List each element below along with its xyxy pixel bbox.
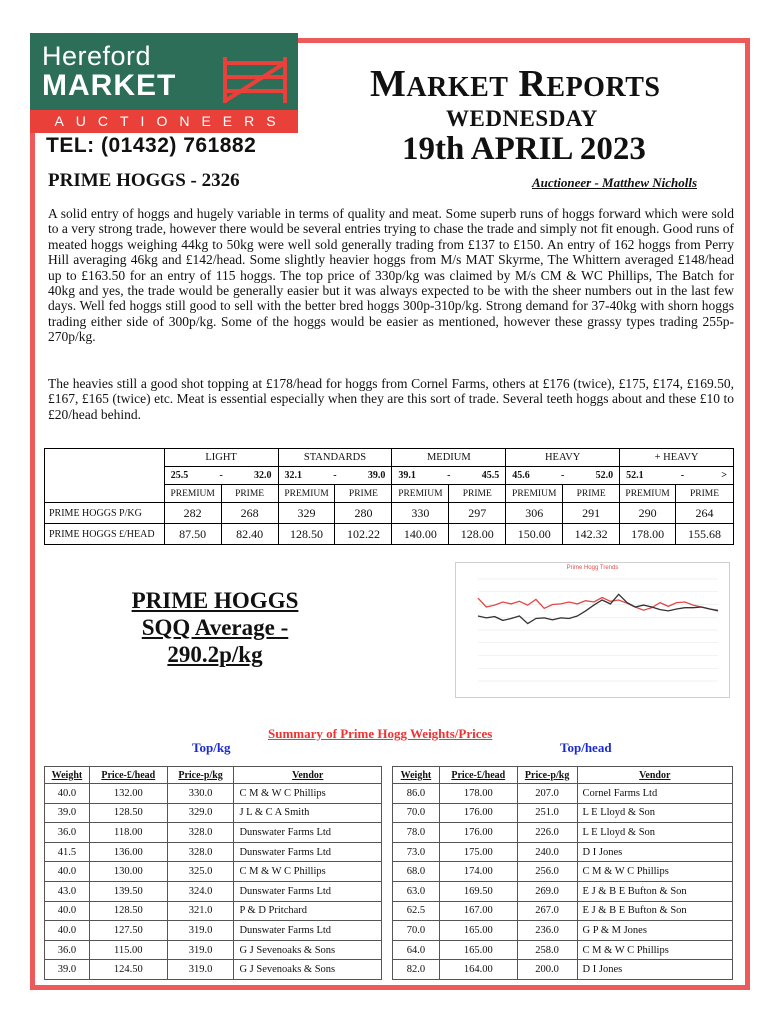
- table-row: [45, 940, 382, 960]
- logo-line1: Hereford: [42, 41, 152, 71]
- prime-header: PRIME: [449, 485, 506, 503]
- value-cell: 325.0: [167, 862, 234, 882]
- value-cell: 165.00: [439, 940, 517, 960]
- summary-header: Weight: [45, 767, 90, 784]
- group-standards: STANDARDS: [278, 449, 392, 467]
- sqq-line1: PRIME HOGGS: [131, 588, 299, 613]
- vendor-cell: C M & W C Phillips: [577, 940, 732, 960]
- vendor-cell: E J & B E Bufton & Son: [577, 881, 732, 901]
- trend-chart-svg: [456, 563, 729, 697]
- value-cell: 82.0: [393, 960, 440, 980]
- price-cell: 150.00: [506, 524, 563, 545]
- range-from: 52.1: [626, 470, 644, 481]
- top-head-heading: Top/head: [560, 740, 612, 755]
- value-cell: 176.00: [439, 803, 517, 823]
- value-cell: 164.00: [439, 960, 517, 980]
- weight-range-4: [620, 467, 734, 485]
- summary-header-row: [45, 767, 382, 784]
- weight-range-2: [392, 467, 506, 485]
- value-cell: 267.0: [517, 901, 577, 921]
- vendor-cell: C M & W C Phillips: [234, 862, 382, 882]
- table-row: [393, 881, 733, 901]
- table-row: [45, 901, 382, 921]
- group-heavy: HEAVY: [506, 449, 620, 467]
- summary-header: Price-£/head: [439, 767, 517, 784]
- price-cell: 140.00: [392, 524, 449, 545]
- value-cell: 124.50: [89, 960, 167, 980]
- table-row: [393, 823, 733, 843]
- vendor-cell: D I Jones: [577, 842, 732, 862]
- range-from: 39.1: [398, 470, 416, 481]
- vendor-cell: G J Sevenoaks & Sons: [234, 960, 382, 980]
- range-wrap: [620, 470, 733, 481]
- title-rest-2: EPORTS: [546, 72, 661, 103]
- value-cell: 39.0: [45, 803, 90, 823]
- table-row: [45, 803, 382, 823]
- page-title: [366, 62, 664, 106]
- value-cell: 324.0: [167, 881, 234, 901]
- vendor-cell: L E Lloyd & Son: [577, 803, 732, 823]
- value-cell: 70.0: [393, 803, 440, 823]
- price-cell: 128.50: [278, 524, 335, 545]
- range-to: >: [721, 470, 727, 481]
- telephone: TEL: (01432) 761882: [46, 134, 262, 158]
- top-kg-heading: Top/kg: [192, 740, 231, 755]
- price-table-corner: [45, 449, 165, 503]
- range-wrap: [165, 470, 278, 481]
- table-row: [45, 881, 382, 901]
- group-light: LIGHT: [164, 449, 278, 467]
- gate-icon: [215, 53, 293, 105]
- range-dash: -: [447, 470, 451, 481]
- summary-header: Price-p/kg: [517, 767, 577, 784]
- price-cell: 142.32: [563, 524, 620, 545]
- table-row: [393, 921, 733, 941]
- table-row: [393, 940, 733, 960]
- value-cell: 40.0: [45, 784, 90, 804]
- value-cell: 63.0: [393, 881, 440, 901]
- range-to: 39.0: [367, 470, 386, 481]
- value-cell: 39.0: [45, 960, 90, 980]
- value-cell: 64.0: [393, 940, 440, 960]
- title-rest-1: ARKET: [406, 72, 509, 103]
- value-cell: 207.0: [517, 784, 577, 804]
- price-cell: 297: [449, 503, 506, 524]
- vendor-cell: D I Jones: [577, 960, 732, 980]
- value-cell: 328.0: [167, 823, 234, 843]
- value-cell: 78.0: [393, 823, 440, 843]
- value-cell: 236.0: [517, 921, 577, 941]
- value-cell: 329.0: [167, 803, 234, 823]
- range-to: 52.0: [595, 470, 614, 481]
- value-cell: 68.0: [393, 862, 440, 882]
- range-wrap: [279, 470, 392, 481]
- weight-range-0: [164, 467, 278, 485]
- price-cell: 82.40: [221, 524, 278, 545]
- price-cell: 87.50: [164, 524, 221, 545]
- summary-header: Weight: [393, 767, 440, 784]
- range-from: 32.1: [284, 470, 303, 481]
- top-head-table: [392, 766, 733, 980]
- summary-header-row: [393, 767, 733, 784]
- table-row: [393, 862, 733, 882]
- vendor-cell: C M & W C Phillips: [577, 862, 732, 882]
- premium-header: PREMIUM: [392, 485, 449, 503]
- value-cell: 251.0: [517, 803, 577, 823]
- range-from: 45.6: [512, 470, 530, 481]
- value-cell: 256.0: [517, 862, 577, 882]
- logo-band: AUCTIONEERS: [30, 110, 298, 133]
- premium-header: PREMIUM: [164, 485, 221, 503]
- value-cell: 70.0: [393, 921, 440, 941]
- value-cell: 175.00: [439, 842, 517, 862]
- vendor-cell: G J Sevenoaks & Sons: [234, 940, 382, 960]
- table-row: [45, 921, 382, 941]
- vendor-cell: Dunswater Farms Ltd: [234, 842, 382, 862]
- prime-header: PRIME: [335, 485, 392, 503]
- value-cell: 174.00: [439, 862, 517, 882]
- report-paragraph-2: The heavies still a good shot topping at £178/head for hoggs from Cornel Farms, others at £176 (twice), £175, £174, £169.50, £167, £165 (twice) etc. Meat is essential especially when they are this sort of trade. Several teeth hoggs about and these £10 to £20/head behind.: [48, 376, 734, 422]
- logo-line2: MARKET: [42, 69, 177, 102]
- table-row: [393, 803, 733, 823]
- summary-header: Vendor: [577, 767, 732, 784]
- vendor-cell: C M & W C Phillips: [234, 784, 382, 804]
- value-cell: 128.50: [89, 803, 167, 823]
- prime-header: PRIME: [563, 485, 620, 503]
- value-cell: 258.0: [517, 940, 577, 960]
- vendor-cell: E J & B E Bufton & Son: [577, 901, 732, 921]
- value-cell: 328.0: [167, 842, 234, 862]
- range-dash: -: [333, 470, 337, 481]
- table-row: [45, 784, 382, 804]
- prime-hogg-trends-chart: [455, 562, 730, 698]
- report-paragraph-1: A solid entry of hoggs and hugely variable in terms of quality and meat. Some superb runs of hoggs forward which were sold to a very strong trade, however there would be several entries trying to chase the trade and simply not fit enough. Good runs of meated hoggs weighing 44kg to 50kg were well sold generally trading from £137 to £150. An entry of 162 hoggs from Perry Hill averaging 46kg and £142/head. Some slightly heavier hoggs from M/s MAT Skyrme, The Whittern averaged £148/head up to £163.50 for an entry of 115 hoggs. The top price of 330p/kg was claimed by M/s CM & WC Phillips, The Batch for 40kg and yes, the trade would be generally easier but it was always expected to be with the sheer numbers out in the last few days. Well fed hoggs still good to sell with the better bred hoggs 300p-310p/kg. Strong demand for 37-40kg with shorn hoggs trading either side of 300p/kg. Some of the hoggs would be easier as mentioned, however these grassy types trading 255p-270p/kg.: [48, 206, 734, 345]
- table-row: [45, 842, 382, 862]
- table-row: [45, 960, 382, 980]
- price-cell: 155.68: [676, 524, 734, 545]
- title-cap-1: M: [370, 63, 407, 105]
- vendor-cell: Dunswater Farms Ltd: [234, 823, 382, 843]
- price-cell: 102.22: [335, 524, 392, 545]
- table-row: [393, 901, 733, 921]
- value-cell: 40.0: [45, 901, 90, 921]
- price-table: [44, 448, 734, 545]
- price-cell: 268: [221, 503, 278, 524]
- price-cell: 329: [278, 503, 335, 524]
- summary-header: Price-p/kg: [167, 767, 234, 784]
- value-cell: 226.0: [517, 823, 577, 843]
- chart-title: Prime Hogg Trends: [566, 565, 619, 571]
- table-row: [393, 784, 733, 804]
- value-cell: 132.00: [89, 784, 167, 804]
- report-day: WEDNESDAY: [446, 106, 598, 131]
- table-row: [45, 862, 382, 882]
- value-cell: 43.0: [45, 881, 90, 901]
- value-cell: 36.0: [45, 940, 90, 960]
- sqq-average: [102, 587, 328, 668]
- vendor-cell: J L & C A Smith: [234, 803, 382, 823]
- range-dash: -: [680, 470, 685, 481]
- vendor-cell: Cornel Farms Ltd: [577, 784, 732, 804]
- price-cell: 291: [563, 503, 620, 524]
- value-cell: 128.50: [89, 901, 167, 921]
- series-line-1: [478, 594, 718, 623]
- price-cell: 282: [164, 503, 221, 524]
- group-plus-heavy: + HEAVY: [620, 449, 734, 467]
- price-cell: 280: [335, 503, 392, 524]
- report-date: 19th APRIL 2023: [402, 131, 646, 167]
- value-cell: 115.00: [89, 940, 167, 960]
- sqq-line2: SQQ Average -: [141, 615, 289, 640]
- value-cell: 176.00: [439, 823, 517, 843]
- value-cell: 178.00: [439, 784, 517, 804]
- vendor-cell: Dunswater Farms Ltd: [234, 881, 382, 901]
- vendor-cell: G P & M Jones: [577, 921, 732, 941]
- table-row: [45, 823, 382, 843]
- range-to: 45.5: [481, 470, 500, 481]
- value-cell: 127.50: [89, 921, 167, 941]
- table-row: [393, 842, 733, 862]
- value-cell: 73.0: [393, 842, 440, 862]
- value-cell: 165.00: [439, 921, 517, 941]
- price-cell: 330: [392, 503, 449, 524]
- value-cell: 41.5: [45, 842, 90, 862]
- row-label: PRIME HOGGS P/KG: [45, 503, 165, 524]
- value-cell: 319.0: [167, 940, 234, 960]
- price-cell: 128.00: [449, 524, 506, 545]
- value-cell: 139.50: [89, 881, 167, 901]
- summary-header: Vendor: [234, 767, 382, 784]
- vendor-cell: L E Lloyd & Son: [577, 823, 732, 843]
- table-row: [393, 960, 733, 980]
- top-kg-table: [44, 766, 382, 980]
- price-cell: 178.00: [620, 524, 676, 545]
- summary-title: Summary of Prime Hogg Weights/Prices: [268, 726, 493, 741]
- value-cell: 40.0: [45, 921, 90, 941]
- premium-header: PREMIUM: [278, 485, 335, 503]
- price-cell: 290: [620, 503, 676, 524]
- value-cell: 86.0: [393, 784, 440, 804]
- range-dash: -: [561, 470, 565, 481]
- value-cell: 130.00: [89, 862, 167, 882]
- value-cell: 118.00: [89, 823, 167, 843]
- value-cell: 40.0: [45, 862, 90, 882]
- sqq-line3: 290.2p/kg: [167, 642, 263, 667]
- prime-header: PRIME: [676, 485, 734, 503]
- price-cell: 264: [676, 503, 734, 524]
- range-to: 32.0: [254, 470, 272, 481]
- title-cap-2: R: [518, 63, 547, 105]
- value-cell: 169.50: [439, 881, 517, 901]
- value-cell: 200.0: [517, 960, 577, 980]
- weight-range-3: [506, 467, 620, 485]
- premium-header: PREMIUM: [506, 485, 563, 503]
- prime-header: PRIME: [221, 485, 278, 503]
- range-dash: -: [219, 470, 223, 481]
- vendor-cell: Dunswater Farms Ltd: [234, 921, 382, 941]
- value-cell: 167.00: [439, 901, 517, 921]
- row-label: PRIME HOGGS £/HEAD: [45, 524, 165, 545]
- range-from: 25.5: [170, 470, 189, 481]
- value-cell: 62.5: [393, 901, 440, 921]
- range-wrap: [392, 470, 505, 481]
- value-cell: 319.0: [167, 960, 234, 980]
- value-cell: 36.0: [45, 823, 90, 843]
- value-cell: 269.0: [517, 881, 577, 901]
- weight-range-1: [278, 467, 392, 485]
- price-cell: 306: [506, 503, 563, 524]
- hereford-market-logo: [30, 33, 298, 133]
- value-cell: 321.0: [167, 901, 234, 921]
- summary-header: Price-£/head: [89, 767, 167, 784]
- value-cell: 319.0: [167, 921, 234, 941]
- range-wrap: [506, 470, 619, 481]
- vendor-cell: P & D Pritchard: [234, 901, 382, 921]
- premium-header: PREMIUM: [620, 485, 676, 503]
- group-medium: MEDIUM: [392, 449, 506, 467]
- value-cell: 240.0: [517, 842, 577, 862]
- value-cell: 330.0: [167, 784, 234, 804]
- auctioneer: Auctioneer - Matthew Nicholls: [532, 175, 698, 190]
- section-title: PRIME HOGGS - 2326: [48, 170, 240, 191]
- value-cell: 136.00: [89, 842, 167, 862]
